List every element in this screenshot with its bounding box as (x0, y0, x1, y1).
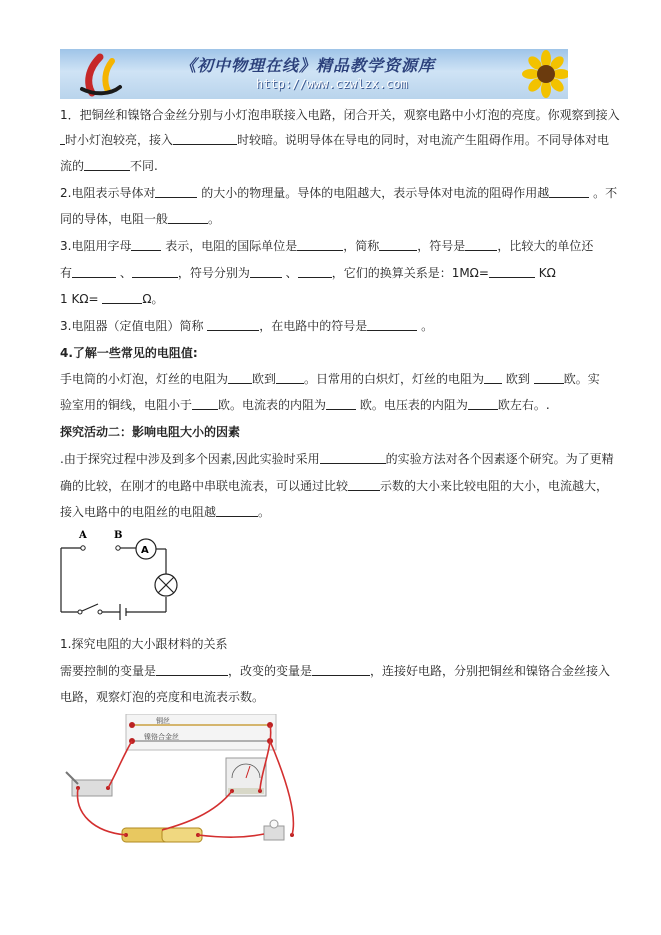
ammeter-label: A (141, 545, 149, 556)
apparatus-illustration (64, 714, 304, 854)
blank[interactable] (156, 664, 228, 676)
blank[interactable] (132, 266, 178, 278)
section-heading-activity2: 探究活动二：影响电阻大小的因素 (60, 425, 241, 439)
blank[interactable] (228, 372, 252, 384)
para3-line2: 有 、 ，符号分别为 、 ，它们的换算关系是：1MΩ= KΩ (60, 266, 556, 280)
section-heading-resistance-values: 4.了解一些常见的电阻值: (60, 346, 198, 360)
blank[interactable] (326, 398, 356, 410)
para1-line3: 流的 不同. (60, 159, 158, 173)
blank[interactable] (84, 159, 130, 171)
blank[interactable] (250, 266, 282, 278)
para3-line3: 1 KΩ= Ω。 (60, 292, 164, 306)
blank[interactable] (72, 266, 116, 278)
para5-line1: 手电筒的小灯泡，灯丝的电阻为 欧到 。日常用的白炽灯，灯丝的电阻为 欧到 欧。实 (60, 372, 600, 386)
blank[interactable] (320, 452, 386, 464)
terminal-a-label: A (79, 530, 87, 541)
blank[interactable] (168, 212, 208, 224)
circuit-diagram (56, 526, 186, 622)
para8-line2: 电路，观察灯泡的亮度和电流表示数。 (60, 690, 265, 704)
blank[interactable] (484, 372, 502, 384)
blank[interactable] (348, 479, 380, 491)
banner-url: http://www.czwlzx.com (256, 77, 408, 91)
blank[interactable] (216, 505, 258, 517)
sunflower-icon (508, 49, 568, 99)
blank[interactable] (297, 239, 343, 251)
para6-line1: .由于探究过程中涉及到多个因素,因此实验时采用 的实验方法对各个因素逐个研究。为了更精 (60, 452, 614, 466)
copper-wire-label: 铜丝 (156, 717, 170, 725)
blank[interactable] (173, 133, 237, 145)
logo-icon (60, 49, 130, 99)
para5-line2: 验室用的铜线，电阻小于 欧。电流表的内阻为 欧。电压表的内阻为 欧左右。. (60, 398, 550, 412)
blank[interactable] (379, 239, 417, 251)
para8-line1: 需要控制的变量是 ，改变的变量是 ，连接好电路，分别把铜丝和镍铬合金丝接入 (60, 664, 611, 678)
para4: 3.电阻器（定值电阻）简称 ，在电路中的符号是 。 (60, 319, 434, 333)
blank[interactable] (207, 319, 259, 331)
blank[interactable] (468, 398, 498, 410)
para6-line3: 接入电路中的电阻丝的电阻越 。 (60, 505, 271, 519)
nichrome-wire-label: 镍铬合金丝 (144, 733, 179, 741)
blank[interactable] (131, 239, 161, 251)
blank[interactable] (155, 186, 197, 198)
blank[interactable] (465, 239, 497, 251)
para2-line1: 2.电阻表示导体对 的大小的物理量。导体的电阻越大，表示导体对电流的阻碍作用越 。不 (60, 186, 618, 200)
para3-line1: 3.电阻用字母 表示，电阻的国际单位是 ，简称 ，符号是 ，比较大的单位还 (60, 239, 594, 253)
banner-title: 《初中物理在线》精品教学资源库 (180, 56, 436, 75)
para2-line2: 同的导体，电阻一般 。 (60, 212, 221, 226)
blank[interactable] (549, 186, 589, 198)
blank[interactable] (489, 266, 535, 278)
para1-line2: 时小灯泡较亮，接入 时较暗。说明导体在导电的同时，对电流产生阻碍作用。不同导体对电 (60, 133, 605, 147)
blank[interactable] (276, 372, 304, 384)
para6-line2: 确的比较，在刚才的电路中串联电流表，可以通过比较 示数的大小来比较电阻的大小，电流越大， (60, 479, 609, 493)
para7: 1.探究电阻的大小跟材料的关系 (60, 637, 228, 651)
blank[interactable] (312, 664, 370, 676)
blank[interactable] (192, 398, 218, 410)
blank[interactable] (534, 372, 564, 384)
blank[interactable] (367, 319, 417, 331)
banner (60, 49, 568, 99)
blank[interactable] (102, 292, 142, 304)
para1-line1: 1．把铜丝和镍铬合金丝分别与小灯泡串联接入电路，闭合开关，观察电路中小灯泡的亮度。你观察到接入 (60, 108, 620, 122)
terminal-b-label: B (114, 530, 123, 541)
blank[interactable] (298, 266, 332, 278)
